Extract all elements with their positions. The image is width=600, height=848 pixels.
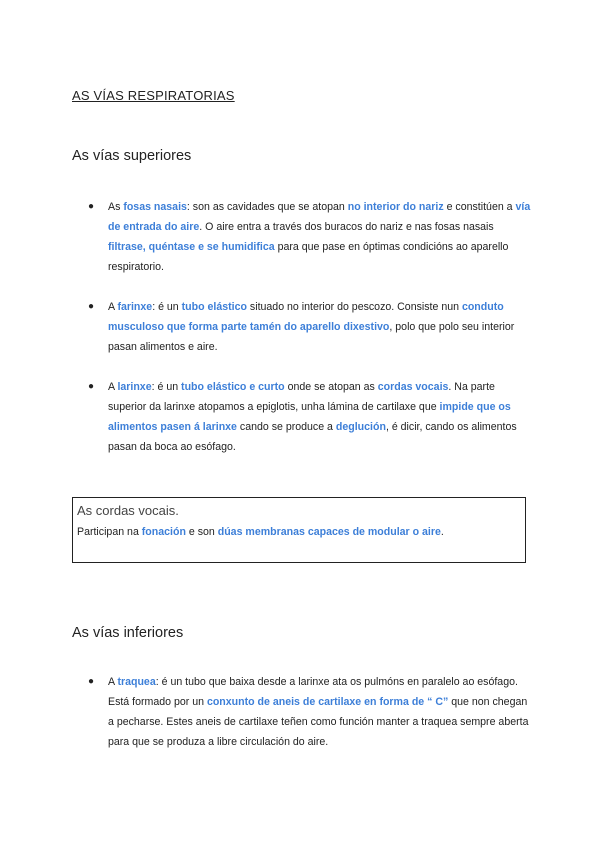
vocal-cords-box xyxy=(72,497,526,563)
bullet-icon: ● xyxy=(88,201,95,212)
highlighted-text: farinxe xyxy=(117,301,153,313)
highlighted-text: fosas nasais xyxy=(123,201,187,213)
text-run: Participan na xyxy=(77,526,142,538)
highlighted-text: fonación xyxy=(141,526,186,538)
highlighted-text: conduto musculoso que forma parte tamén do aparello dixestivo xyxy=(108,301,504,333)
text-run: para que pase en óptimas condicións ao aparello respiratorio. xyxy=(108,241,509,273)
text-run: : son as cavidades que se atopan xyxy=(186,201,348,213)
list-item xyxy=(72,377,532,457)
highlighted-text: tubo elástico xyxy=(181,301,247,313)
highlighted-text: cordas vocais xyxy=(377,381,449,393)
text-run: . O aire entra a través dos buracos do nariz e nas fosas nasais xyxy=(199,221,494,233)
highlighted-text: deglución xyxy=(335,421,386,433)
text-run: , é dicir, cando os alimentos pasan da boca ao esófago. xyxy=(108,421,517,453)
list-item xyxy=(72,297,532,357)
highlighted-text: conxunto de aneis de cartilaxe en forma de “ C” xyxy=(206,696,449,708)
text-run: e son xyxy=(185,526,218,538)
text-run: As xyxy=(108,201,124,213)
text-run: : é un xyxy=(151,381,182,393)
text-run: cando se produce a xyxy=(236,421,336,433)
highlighted-text: no interior do nariz xyxy=(347,201,444,213)
bullet-icon: ● xyxy=(88,381,95,392)
highlighted-text: tubo elástico e curto xyxy=(181,381,285,393)
text-run: A xyxy=(108,301,118,313)
highlighted-text: impide que os alimentos pasen á larinxe xyxy=(108,401,511,433)
document-title: AS VÍAS RESPIRATORIAS xyxy=(72,88,235,103)
text-run: onde se atopan as xyxy=(284,381,378,393)
text-run: . Na parte superior da larinxe atopamos a epiglotis, unha lámina de cartilaxe que xyxy=(108,381,495,413)
lower-bullet-list xyxy=(72,672,532,752)
highlighted-text: larinxe xyxy=(117,381,152,393)
text-run: : é un xyxy=(152,301,182,313)
box-title: As cordas vocais. xyxy=(77,503,179,518)
list-item xyxy=(72,197,532,277)
highlighted-text: traquea xyxy=(117,676,156,688)
box-text xyxy=(77,524,521,540)
text-run: A xyxy=(108,676,118,688)
upper-bullet-list xyxy=(72,197,532,457)
text-run: A xyxy=(108,381,118,393)
text-run: . xyxy=(440,526,444,538)
list-item xyxy=(72,672,532,752)
lower-section-heading: As vías inferiores xyxy=(72,625,184,641)
bullet-icon: ● xyxy=(88,676,95,687)
text-run: , polo que polo seu interior pasan alimentos e aire. xyxy=(108,321,515,353)
text-run: situado no interior do pescozo. Consiste nun xyxy=(246,301,462,313)
upper-section-heading: As vías superiores xyxy=(72,148,192,164)
highlighted-text: vía de entrada do aire xyxy=(108,201,531,233)
bullet-icon: ● xyxy=(88,301,95,312)
highlighted-text: dúas membranas capaces de modular o aire xyxy=(217,526,441,538)
text-run: que non chegan a pecharse. Estes aneis de cartilaxe teñen como función manter a traquea sempre aberta para que se produza a libre circulación do aire. xyxy=(108,696,529,748)
text-run: : é un tubo que baixa desde a larinxe ata os pulmóns en paralelo ao esófago. Está formado por un xyxy=(108,676,518,708)
highlighted-text: filtrase, quéntase e se humidifica xyxy=(108,241,275,253)
text-run: e constitúen a xyxy=(443,201,516,213)
